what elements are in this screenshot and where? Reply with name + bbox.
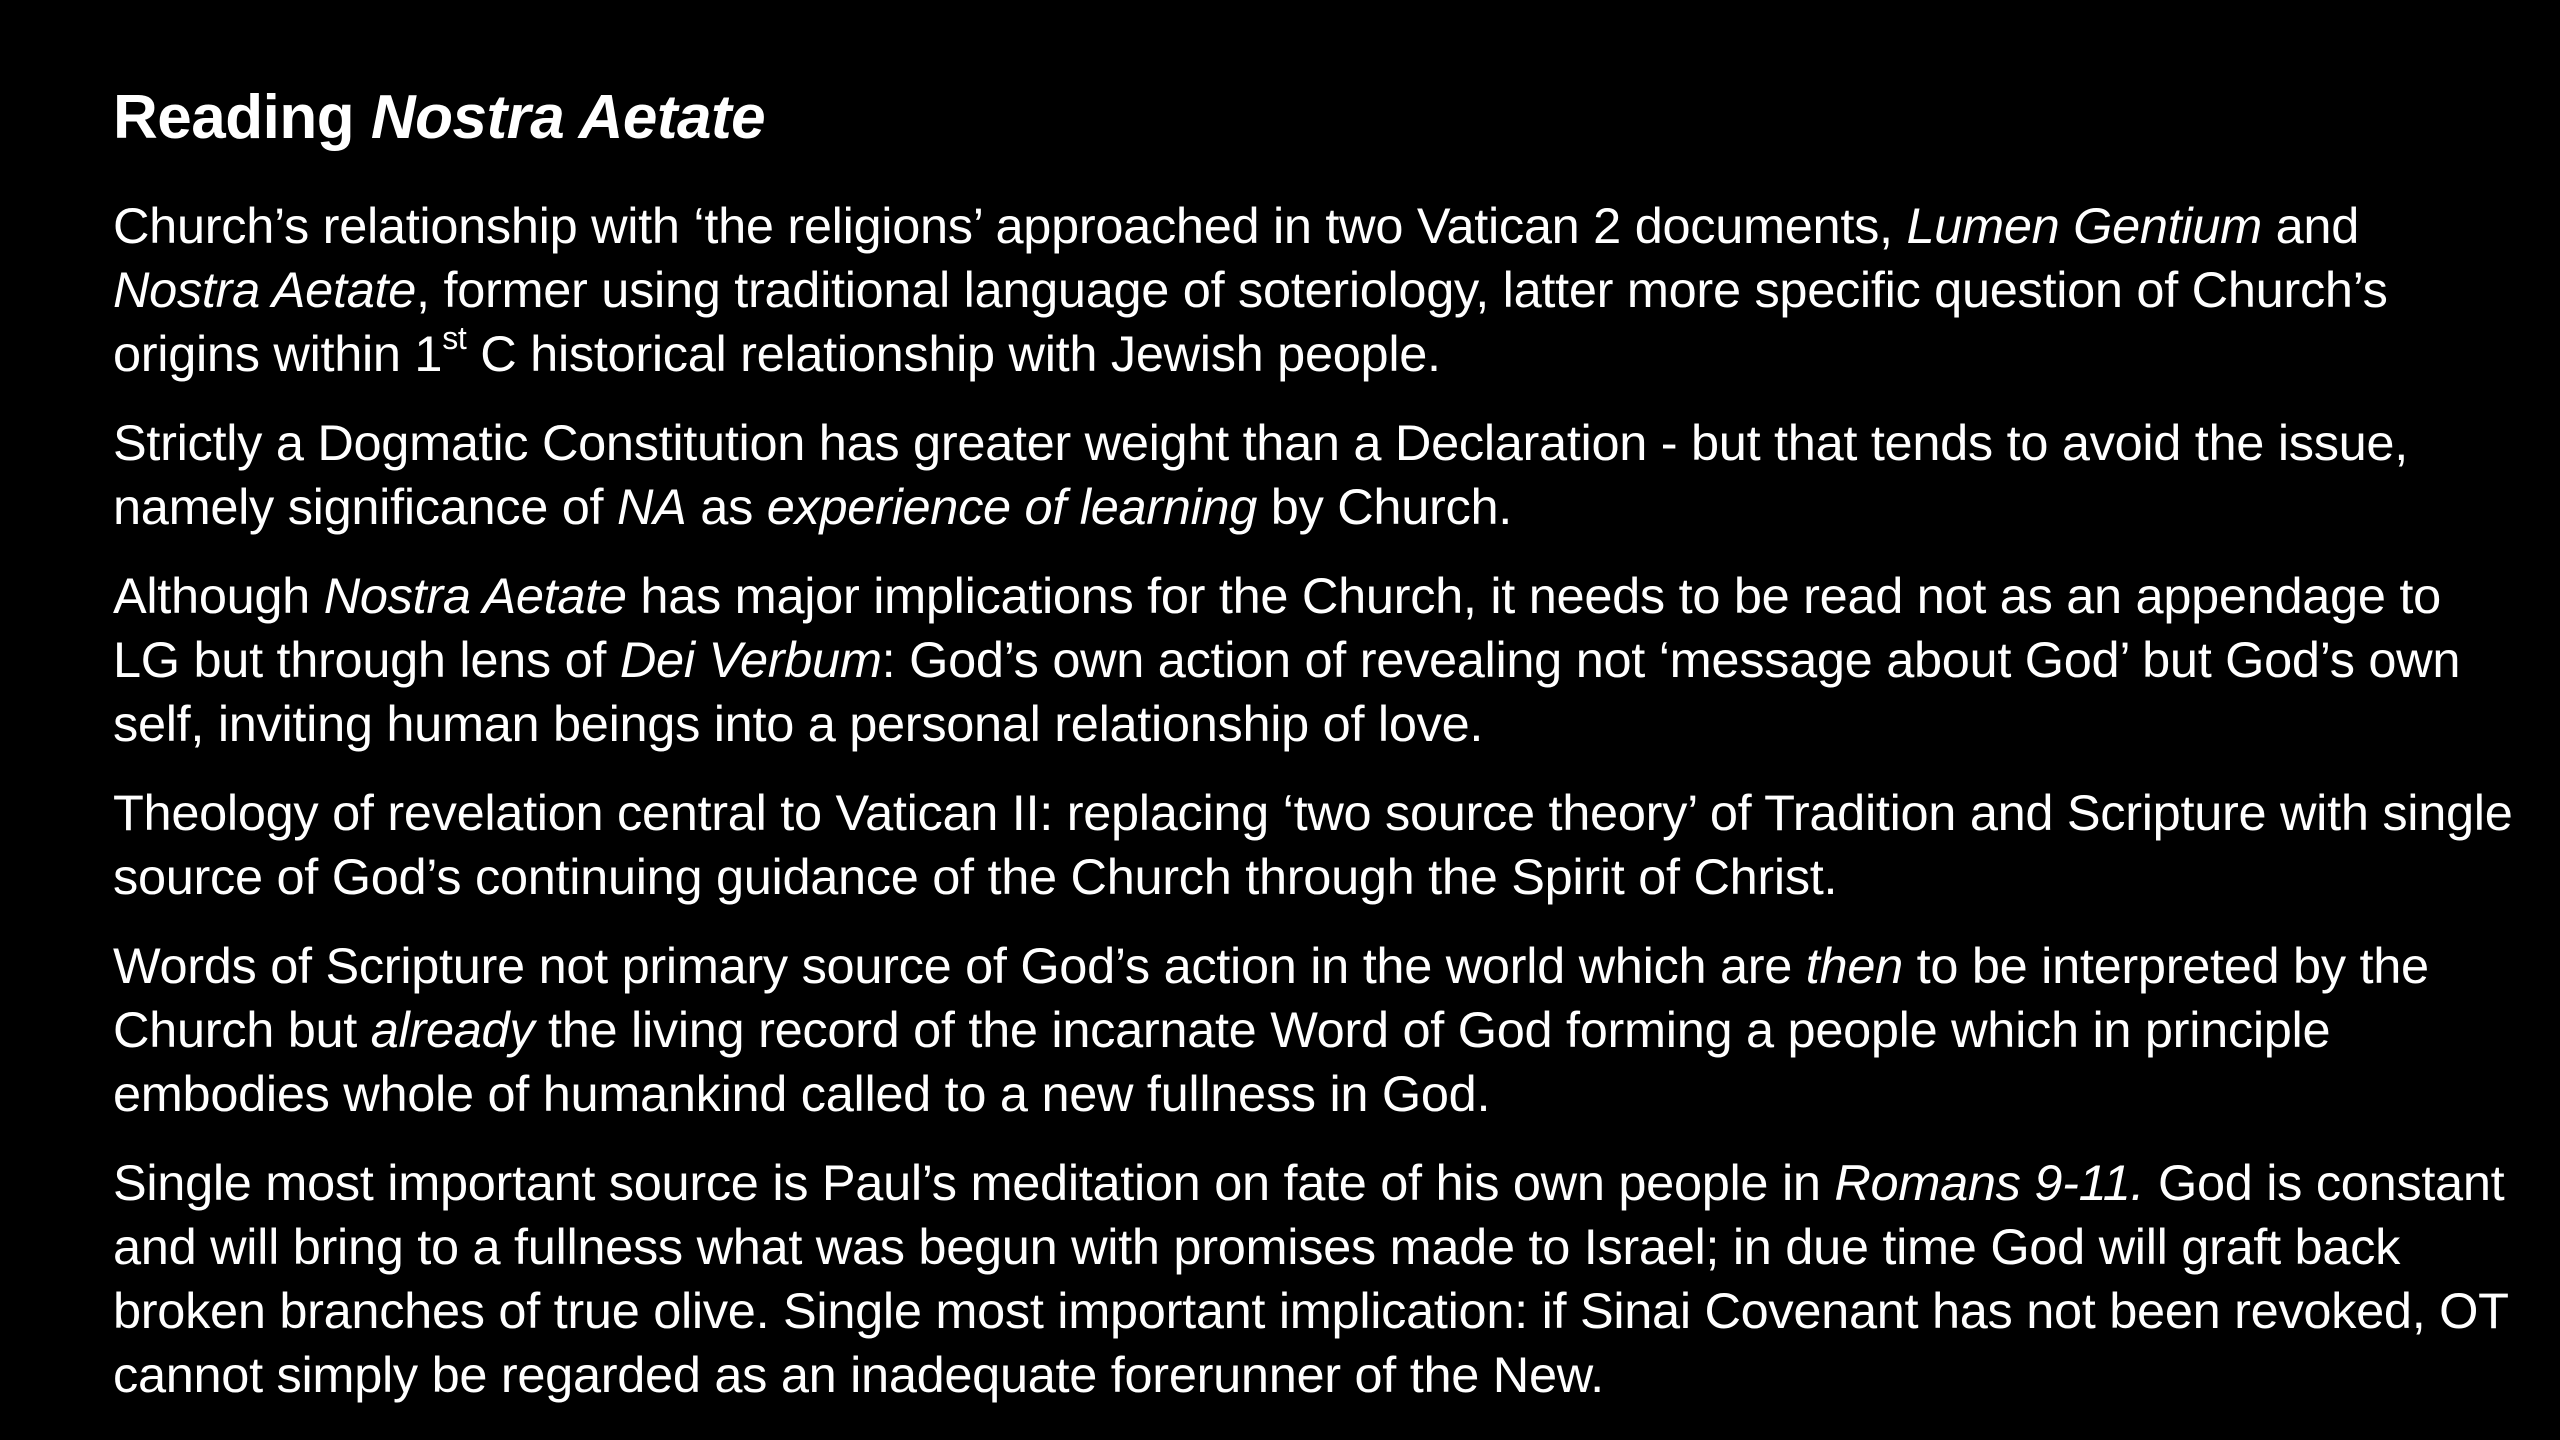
paragraph-2: [113, 411, 2513, 539]
p5-italic-then: then: [1805, 937, 1903, 994]
p1-text-f: C historical relationship with Jewish people.: [466, 325, 1441, 382]
p6-text-c: God is constant and will bring to a fullness what was begun with promises made to Israel; in due time God will graft back broken branches of true olive. Single most important implication: if Sinai Covenant has not been revoked, OT cannot simply be regarded as an inadequate forerunner of the New.: [113, 1154, 2508, 1403]
p6-text-a: Single most important source is Paul’s meditation on fate of his own people in: [113, 1154, 1835, 1211]
p6-italic-romans: Romans 9-11.: [1834, 1154, 2145, 1211]
p5-italic-already: already: [370, 1001, 535, 1058]
p2-text-c: as: [686, 478, 767, 535]
p5-text-a: Words of Scripture not primary source of God’s action in the world which are: [113, 937, 1806, 994]
p2-text-e: by Church.: [1257, 478, 1512, 535]
p2-italic-na: NA: [616, 478, 687, 535]
p3-italic-dei-verbum: Dei Verbum: [619, 631, 882, 688]
p3-text-c: has major implications for the Church, it needs to be read not as an appendage to LG but through lens of: [113, 567, 2441, 688]
paragraph-4: [113, 781, 2513, 909]
p1-italic-nostra-aetate: Nostra Aetate: [113, 261, 416, 318]
title-italic: Nostra Aetate: [370, 83, 766, 152]
paragraph-3: [113, 564, 2513, 756]
p1-text-a: Church’s relationship with ‘the religions’ approached in two Vatican 2 documents,: [113, 197, 1907, 254]
p5-text-e: the living record of the incarnate Word of God forming a people which in principle embodies whole of humankind called to a new fullness in God.: [113, 1001, 2331, 1122]
p5-text-c: to be interpreted by the Church but: [113, 937, 2429, 1058]
slide-body: [113, 194, 2513, 1407]
p3-text-a: Although: [113, 567, 324, 624]
paragraph-1: [113, 194, 2513, 386]
p4-text-a: Theology of revelation central to Vatican II: replacing ‘two source theory’ of Tradition and Scripture with single source of God’s continuing guidance of the Church through the Spirit of Christ.: [113, 784, 2513, 905]
slide-title: [113, 80, 2560, 156]
p2-italic-experience-of-learning: experience of learning: [766, 478, 1258, 535]
p1-italic-lumen-gentium: Lumen Gentium: [1906, 197, 2262, 254]
p2-text-a: Strictly a Dogmatic Constitution has greater weight than a Declaration - but that tends to avoid the issue, namely significance of: [113, 414, 2408, 535]
p1-superscript: st: [442, 320, 467, 357]
p3-italic-nostra-aetate: Nostra Aetate: [323, 567, 627, 624]
p1-text-e: , former using traditional language of soteriology, latter more specific question of Church’s origins within 1: [113, 261, 2388, 382]
p3-text-e: : God’s own action of revealing not ‘message about God’ but God’s own self, inviting human beings into a personal relationship of love.: [113, 631, 2461, 752]
title-prefix: Reading: [113, 83, 371, 152]
p1-text-c: and: [2261, 197, 2359, 254]
paragraph-5: [113, 934, 2513, 1126]
paragraph-6: [113, 1151, 2513, 1407]
